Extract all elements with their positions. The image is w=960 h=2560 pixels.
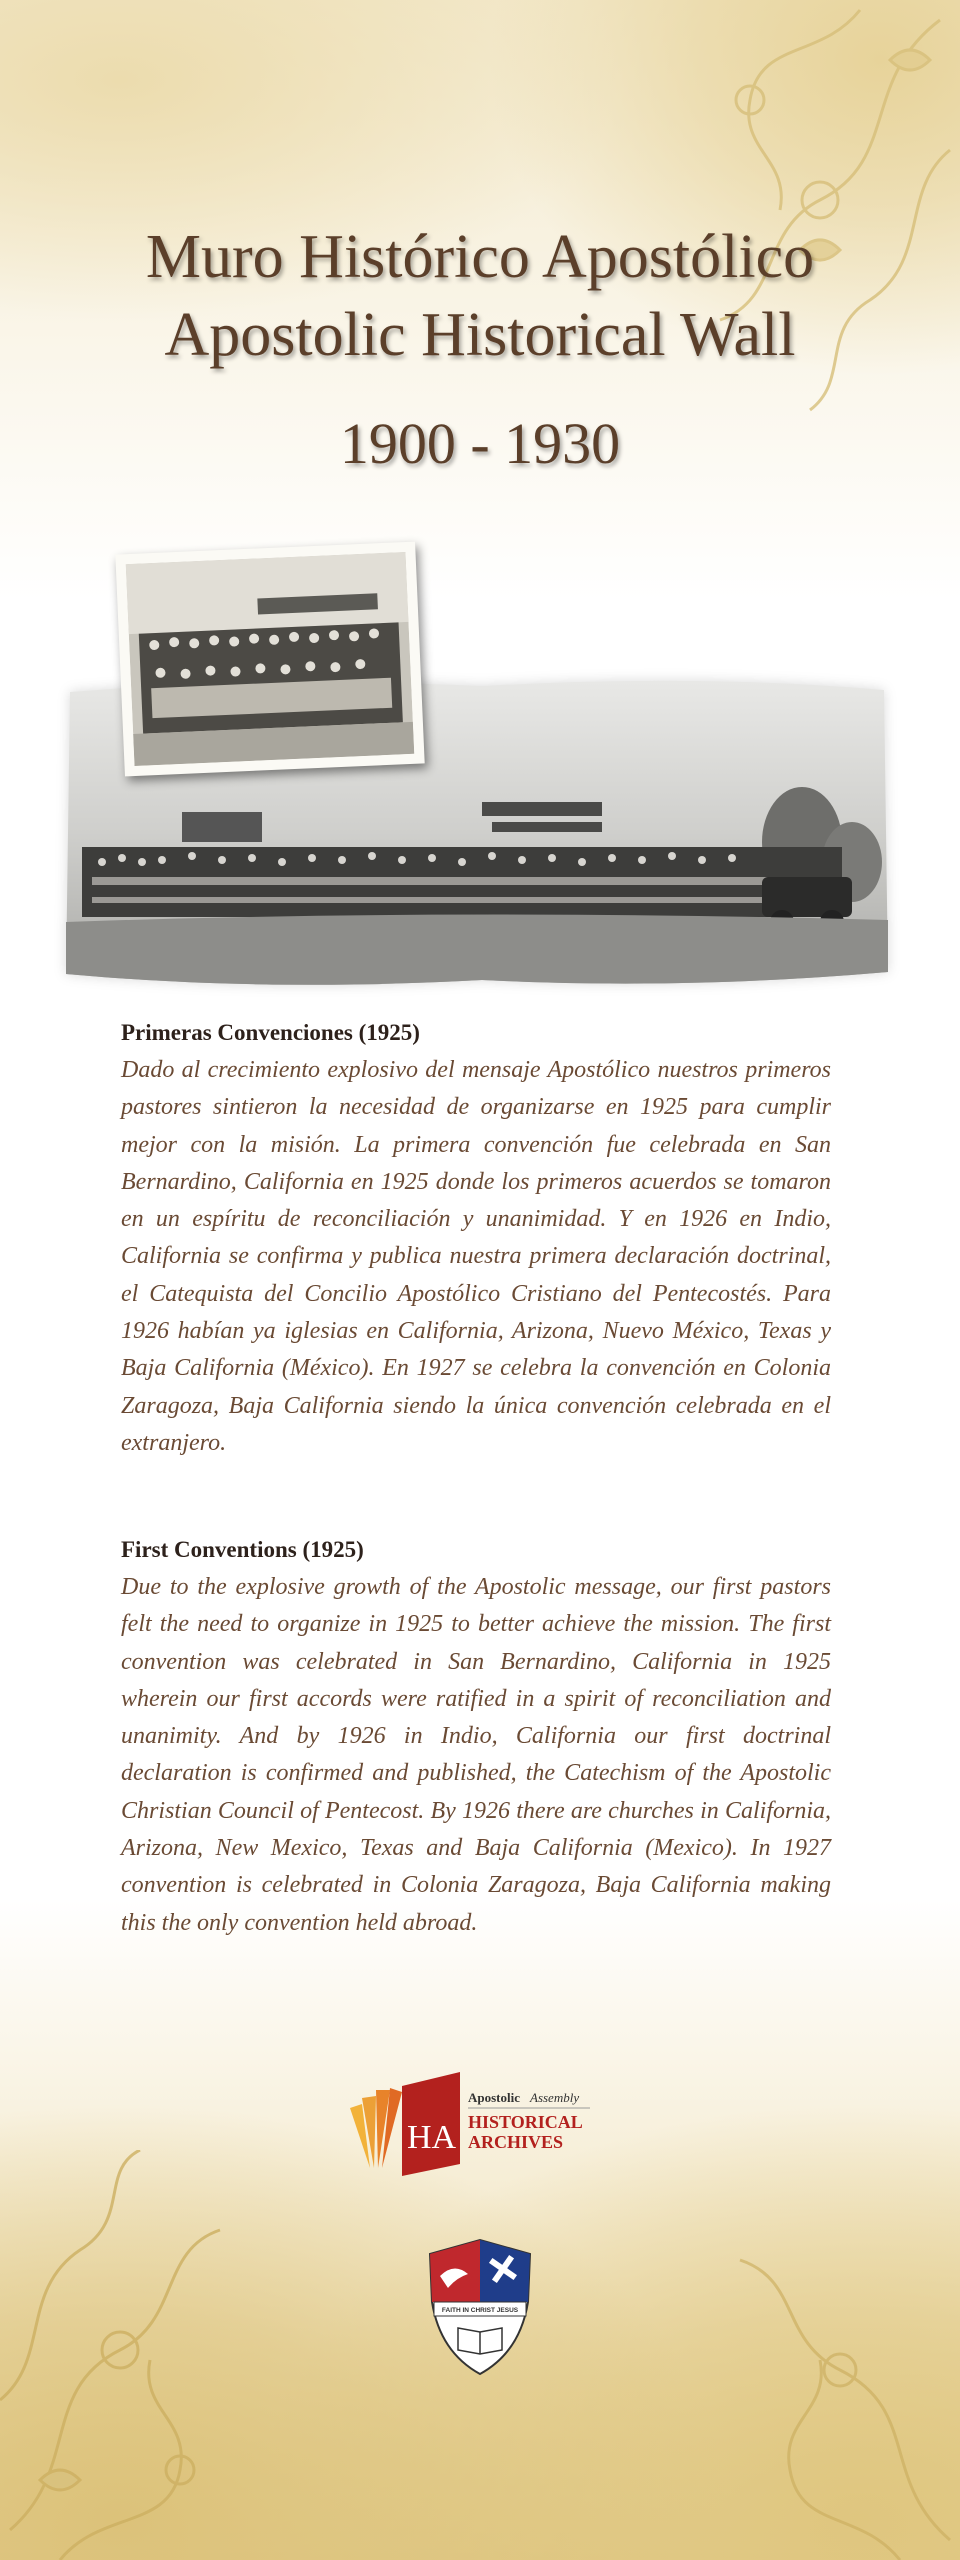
decorative-swirl-bottom-left: [0, 2150, 380, 2560]
historical-archives-logo: [340, 2068, 620, 2178]
english-section: [121, 1537, 831, 1942]
spanish-section: [121, 1020, 831, 1462]
page-title-years: 1900 - 1930: [339, 411, 621, 476]
spanish-body-text: Dado al crecimiento explosivo del mensaje Apostólico nuestros primeros pastores sintieron la necesidad de organizarse en 1925 para cumplir mejor con la misión. La primera convención fue celebrada en San Bernardino, California en 1925 donde los primeros acuerdos se tomaron en un espíritu de reconciliación y unanimidad. Y en 1926 en Indio, California se confirma y publica nuestra primera declaración doctrinal, el Catequista del Concilio Apostólico Cristiano del Pentecostés. Para 1926 habían ya iglesias en California, Arizona, Nuevo México, Texas y Baja California (México). En 1927 se celebra la convención en Colonia Zaragoza, Baja California siendo la única convención celebrada en el extranjero.: [121, 1057, 831, 1456]
logo-monogram: HA: [407, 2119, 457, 2156]
page-title-spanish: Muro Histórico Apostólico: [145, 223, 815, 291]
spanish-heading: Primeras Convenciones (1925): [121, 1020, 420, 1045]
small-group-photo: [115, 542, 424, 777]
fan-icon: [350, 2088, 402, 2168]
english-heading: First Conventions (1925): [121, 1537, 364, 1562]
crest-banner: FAITH IN CHRIST JESUS: [441, 2307, 519, 2314]
english-body-text: Due to the explosive growth of the Apostolic message, our first pastors felt the need to organize in 1925 to better achieve the mission. The first convention was celebrated in San Bernardino, California in 1925 wherein our first accords were ratified in a spirit of reconciliation and unanimity. And by 1926 in Indio, California our first doctrinal declaration is confirmed and published, the Catechism of the Apostolic Christian Council of Pentecost. By 1926 there are churches in California, Arizona, New Mexico, Texas and Baja California (Mexico). In 1927 convention is celebrated in Colonia Zaragoza, Baja California making this the only convention held abroad.: [121, 1574, 831, 1936]
book-icon: [458, 2328, 502, 2354]
photo-icon: [126, 552, 415, 766]
page-title-english: Apostolic Historical Wall: [164, 301, 796, 369]
logo-line2: HISTORICAL: [468, 2112, 583, 2132]
decorative-swirl-bottom-right: [600, 2220, 960, 2560]
logo-line1a: Apostolic: [468, 2090, 520, 2105]
logo-line1b: Assembly: [530, 2090, 580, 2105]
apostolic-assembly-crest: [420, 2232, 540, 2382]
logo-line3: ARCHIVES: [468, 2132, 564, 2152]
